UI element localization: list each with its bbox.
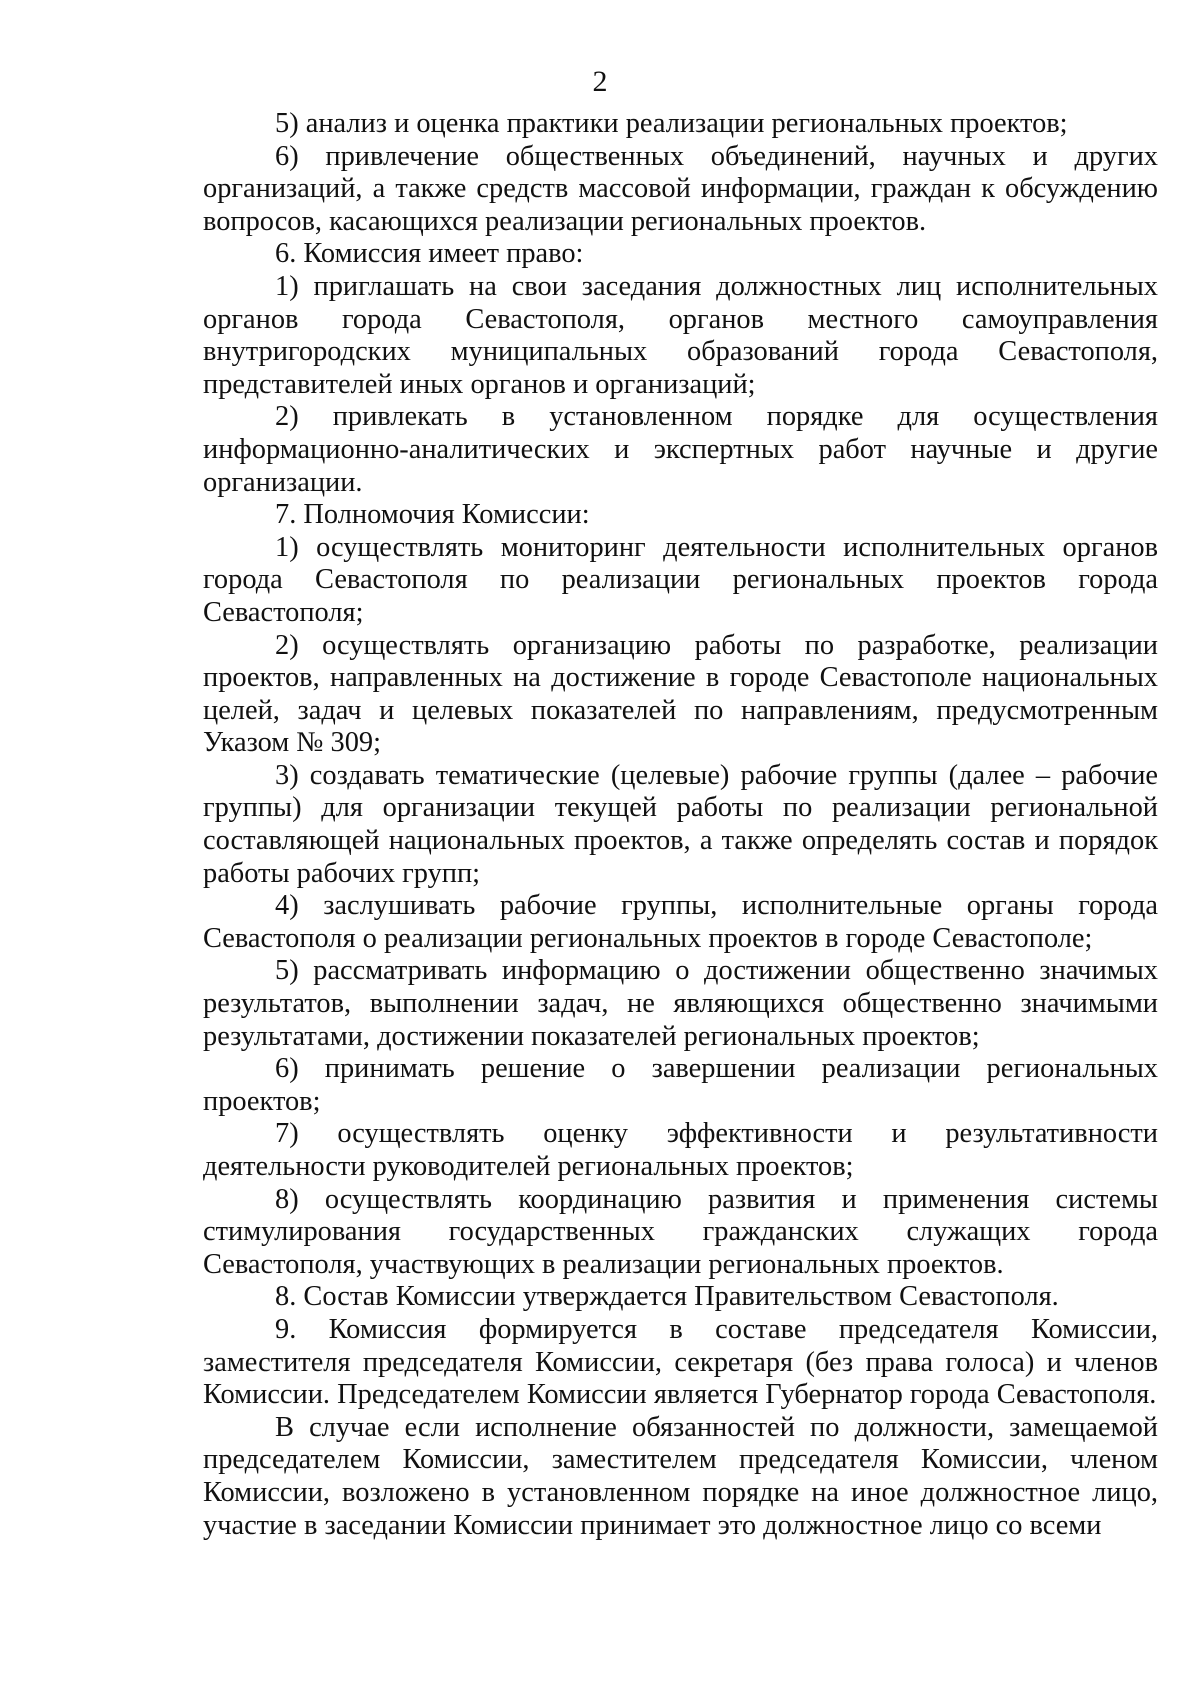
- paragraph-section-8-composition: 8. Состав Комиссии утверждается Правительством Севастополя.: [275, 1281, 1059, 1313]
- paragraph-section-9-formation: 9. Комиссия формируется в составе председателя Комиссии, заместителя председателя Комиссии, секретаря (без права голоса) и членов Комиссии. Председателем Комиссии является Губернатор города Севастополя.: [203, 1313, 1158, 1411]
- paragraph-section-6-heading: 6. Комиссия имеет право:: [275, 238, 584, 270]
- paragraph-power-7-evaluation: 7) осуществлять оценку эффективности и результативности деятельности руководителей региональных проектов;: [203, 1118, 1158, 1182]
- page-number: 2: [592, 65, 608, 98]
- paragraph-power-2-organization: 2) осуществлять организацию работы по разработке, реализации проектов, направленных на достижение в городе Севастополе национальных целей, задач и целевых показателей по направлениям, предусмотренным Указом № 309;: [203, 629, 1158, 759]
- document-body: [203, 108, 1158, 1542]
- paragraph-section-7-heading: 7. Полномочия Комиссии:: [275, 499, 590, 531]
- paragraph-right-1-invite: 1) приглашать на свои заседания должностных лиц исполнительных органов города Севастополя, органов местного самоуправления внутригородских муниципальных образований города Севастополя, представителей иных органов и организаций;: [203, 270, 1158, 400]
- paragraph-right-2-engage: 2) привлекать в установленном порядке для осуществления информационно-аналитических и экспертных работ научные и другие организации.: [203, 401, 1158, 498]
- paragraph-item-5-analysis: 5) анализ и оценка практики реализации региональных проектов;: [275, 108, 1068, 139]
- paragraph-power-4-hearing: 4) заслушивать рабочие группы, исполнительные органы города Севастополя о реализации региональных проектов в городе Севастополе;: [203, 890, 1158, 954]
- paragraph-power-3-working-groups: 3) создавать тематические (целевые) рабочие группы (далее – рабочие группы) для организации текущей работы по реализации региональной составляющей национальных проектов, а также определять состав и порядок работы рабочих групп;: [203, 759, 1158, 889]
- paragraph-power-6-decision: 6) принимать решение о завершении реализации региональных проектов;: [203, 1053, 1158, 1117]
- paragraph-power-8-coordination: 8) осуществлять координацию развития и применения системы стимулирования государственных гражданских служащих города Севастополя, участвующих в реализации региональных проектов.: [203, 1183, 1158, 1280]
- paragraph-substitution: В случае если исполнение обязанностей по должности, замещаемой председателем Комиссии, заместителем председателя Комиссии, членом Комиссии, возложено в установленном порядке на иное должностное лицо, участие в заседании Комиссии принимает это должностное лицо со всеми: [203, 1411, 1158, 1541]
- paragraph-power-1-monitoring: 1) осуществлять мониторинг деятельности исполнительных органов города Севастополя по реализации региональных проектов города Севастополя;: [203, 531, 1158, 628]
- paragraph-item-6-involvement: 6) привлечение общественных объединений, научных и других организаций, а также средств массовой информации, граждан к обсуждению вопросов, касающихся реализации региональных проектов.: [203, 140, 1158, 237]
- paragraph-power-5-review: 5) рассматривать информацию о достижении общественно значимых результатов, выполнении задач, не являющихся общественно значимыми результатами, достижении показателей региональных проектов;: [203, 955, 1158, 1052]
